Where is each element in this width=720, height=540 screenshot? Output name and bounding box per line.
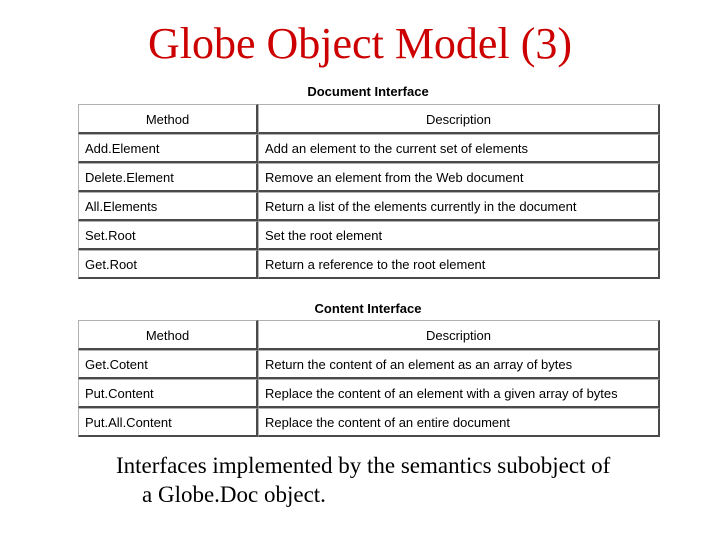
- method-cell: Add.Element: [78, 134, 258, 163]
- document-interface-caption: Document Interface: [307, 84, 429, 99]
- content-interface-table: [78, 320, 660, 437]
- footer-line-1: Interfaces implemented by the semantics subobject of: [116, 453, 611, 478]
- method-cell: All.Elements: [78, 192, 258, 221]
- header-method: Method: [78, 320, 258, 350]
- table-header-row: [78, 320, 660, 350]
- document-interface-table: [78, 104, 660, 279]
- description-cell: Replace the content of an entire document: [258, 408, 660, 437]
- table-row: [78, 192, 660, 221]
- header-method: Method: [78, 104, 258, 134]
- method-cell: Put.All.Content: [78, 408, 258, 437]
- method-cell: Delete.Element: [78, 163, 258, 192]
- description-cell: Return a list of the elements currently in the document: [258, 192, 660, 221]
- table-row: [78, 163, 660, 192]
- description-cell: Return a reference to the root element: [258, 250, 660, 279]
- footer-text: [116, 451, 696, 509]
- header-description: Description: [258, 320, 660, 350]
- table-row: [78, 221, 660, 250]
- header-description: Description: [258, 104, 660, 134]
- table-row: [78, 408, 660, 437]
- slide-title: Globe Object Model (3): [148, 19, 572, 68]
- content-interface-caption: Content Interface: [314, 301, 422, 316]
- description-cell: Set the root element: [258, 221, 660, 250]
- table-header-row: [78, 104, 660, 134]
- table-row: [78, 134, 660, 163]
- method-cell: Get.Cotent: [78, 350, 258, 379]
- description-cell: Remove an element from the Web document: [258, 163, 660, 192]
- method-cell: Put.Content: [78, 379, 258, 408]
- description-cell: Add an element to the current set of elements: [258, 134, 660, 163]
- table-row: [78, 350, 660, 379]
- description-cell: Return the content of an element as an array of bytes: [258, 350, 660, 379]
- method-cell: Set.Root: [78, 221, 258, 250]
- footer-line-2: a Globe.Doc object.: [142, 482, 326, 507]
- table-row: [78, 379, 660, 408]
- table-row: [78, 250, 660, 279]
- description-cell: Replace the content of an element with a given array of bytes: [258, 379, 660, 408]
- method-cell: Get.Root: [78, 250, 258, 279]
